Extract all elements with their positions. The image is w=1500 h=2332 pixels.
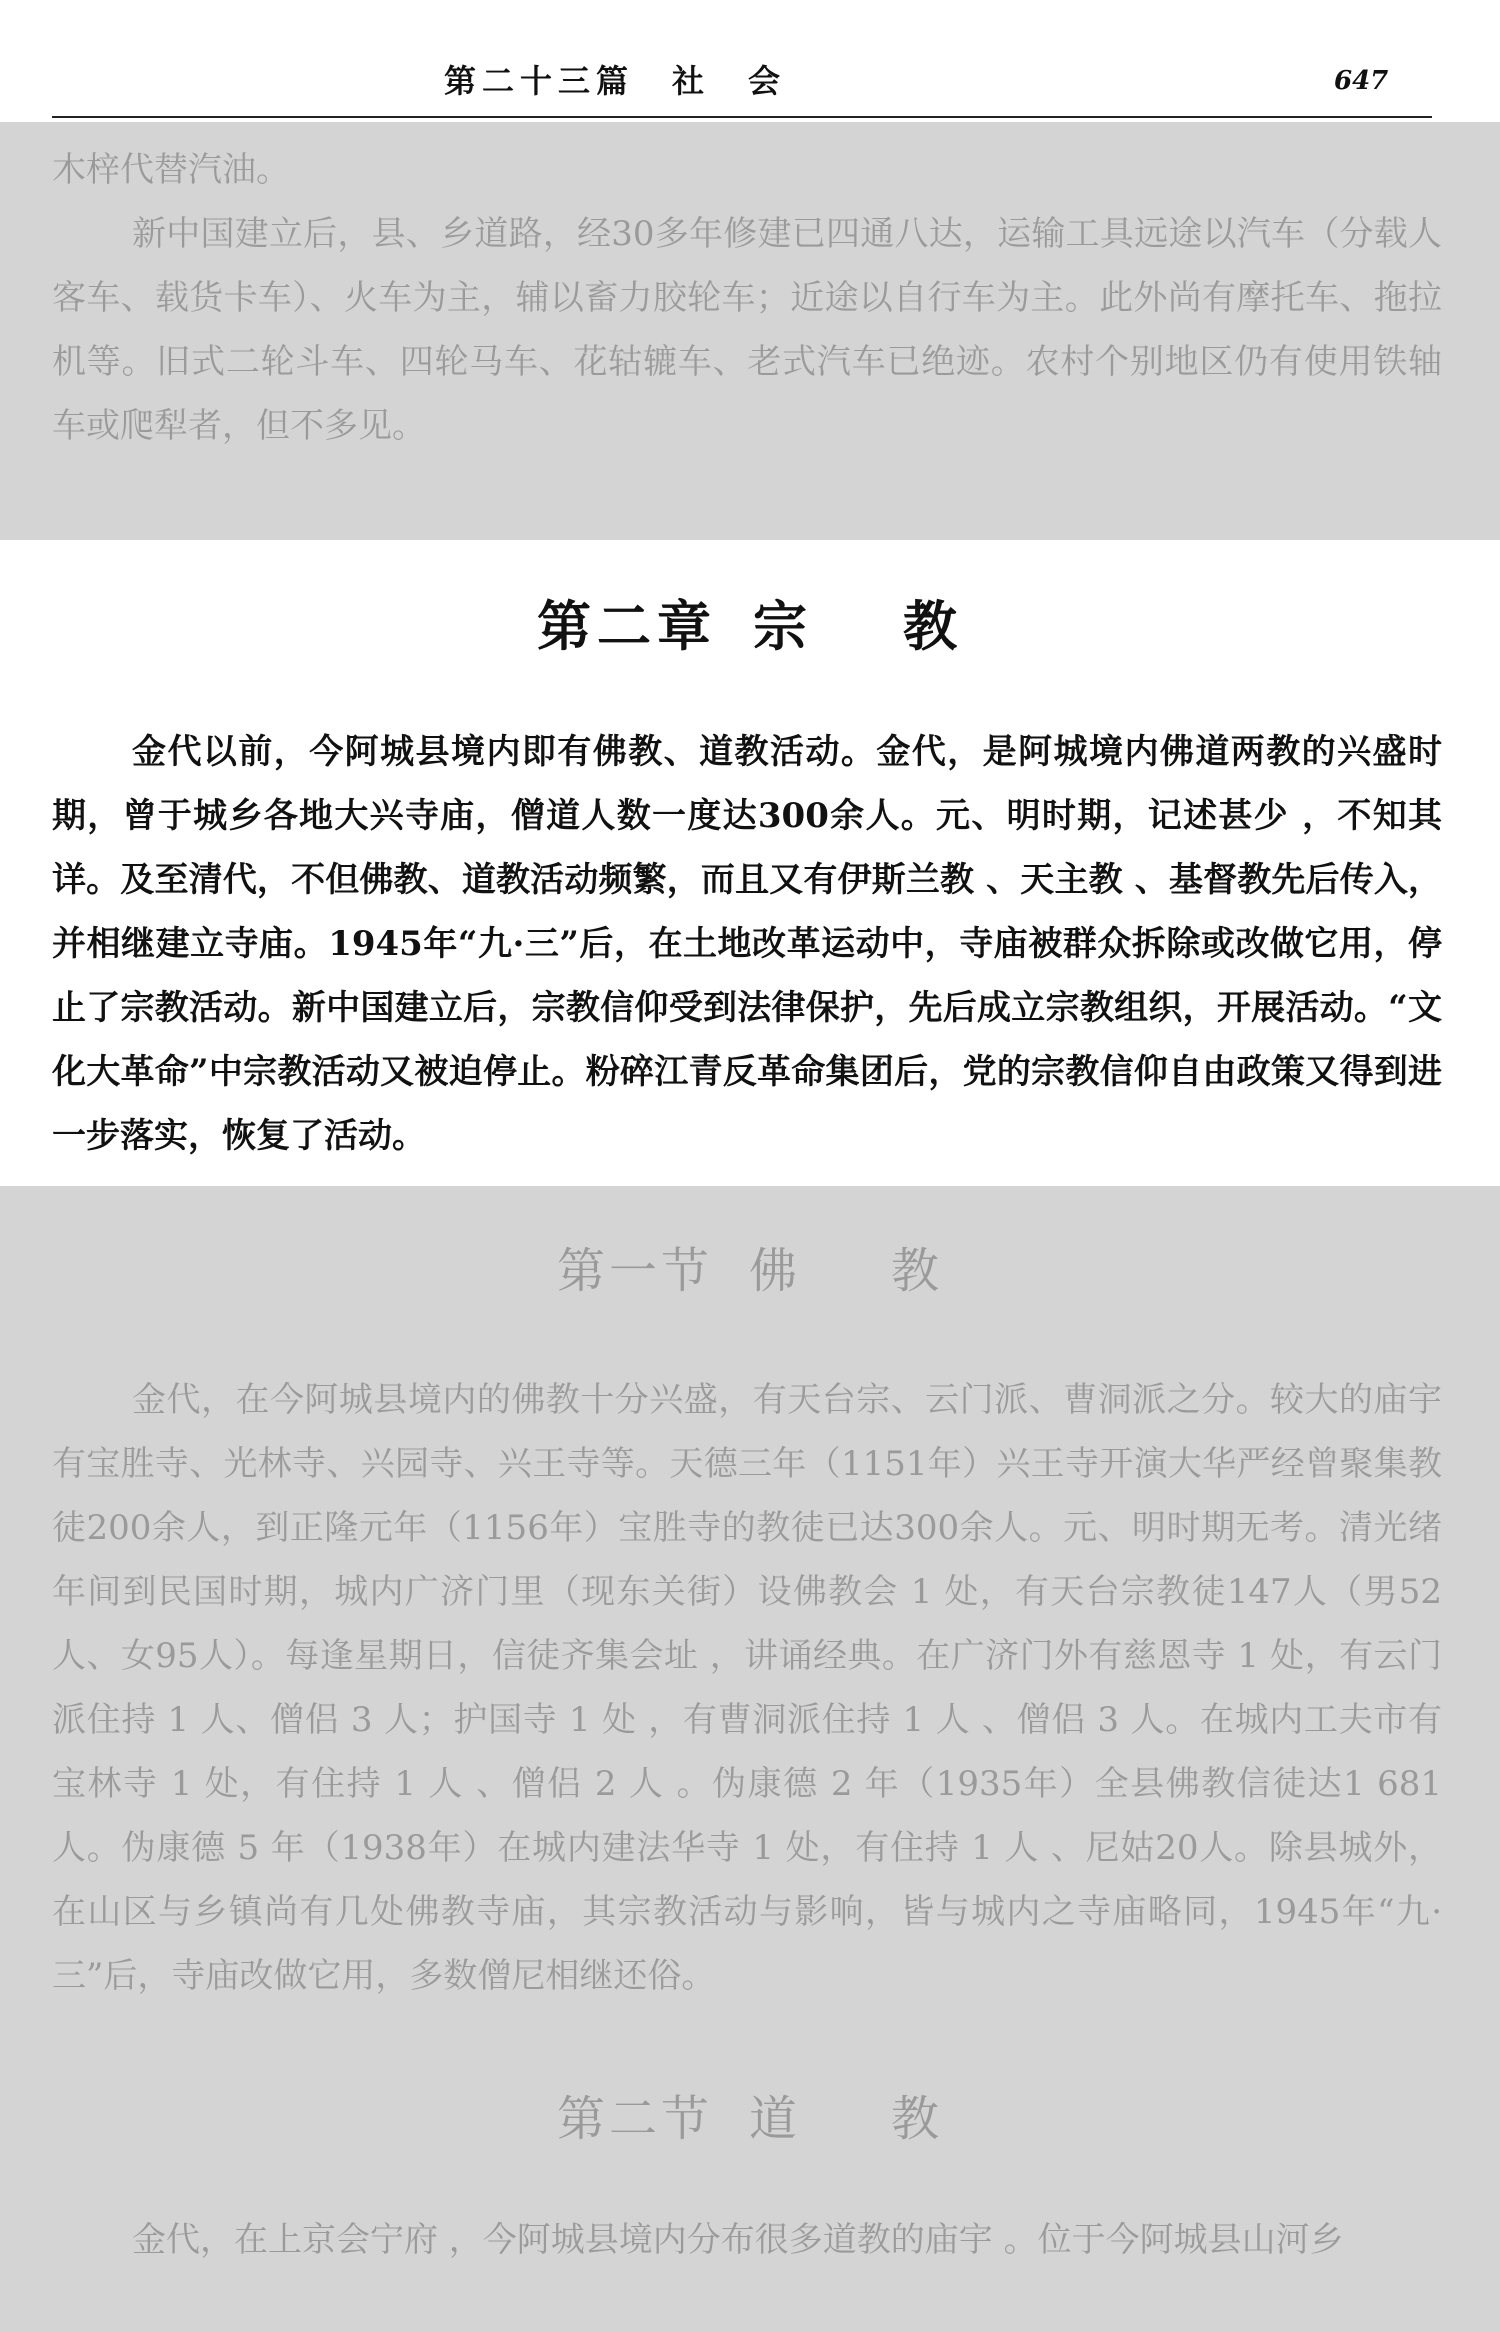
section2-title-part-1: 道 xyxy=(748,2091,801,2147)
buddhism-paragraph: 金代，在今阿城县境内的佛教十分兴盛，有天台宗、云门派、曹洞派之分。较大的庙宇有宝胜寺、光林寺、兴园寺、兴王寺等。天德三年（1151年）兴王寺开演大华严经曾聚集教徒200余人，到正隆元年（1156年）宝胜寺的教徒已达300余人。元、明时期无考。清光绪年间到民国时期，城内广济门里（现东关街）设佛教会 1 处，有天台宗教徒147人（男52人、女95人）。每逢星期日，信徒齐集会址 ，讲诵经典。在广济门外有慈恩寺 1 处，有云门派住持 1 人、僧侣 3 人；护国寺 1 处 ，有曹洞派住持 1 人 、僧侣 3 人。在城内工夫市有宝林寺 1 处，有住持 1 人 、僧侣 2 人 。伪康德 2 年（1935年）全县佛教信徒达1 681人。伪康德 5 年（1938年）在城内建法华寺 1 处，有住持 1 人 、尼姑20人。除县城外，在山区与乡镇尚有几处佛教寺庙，其宗教活动与影响，皆与城内之寺庙略同，1945年“九·三”后，寺庙改做它用，多数僧尼相继还俗。 xyxy=(52,1380,1442,1996)
chapter-title-part-2: 教 xyxy=(903,594,963,658)
chapter-title-part-1: 宗 xyxy=(753,594,813,658)
section1-title-part-2: 教 xyxy=(891,1243,944,1299)
section1-title-part-1: 佛 xyxy=(748,1243,801,1299)
page-number: 647 xyxy=(1334,66,1389,96)
taoism-paragraph: 金代，在上京会宁府 ，今阿城县境内分布很多道教的庙宇 。位于今阿城县山河乡 xyxy=(132,2220,1344,2260)
chapter-label: 第二章 xyxy=(537,594,717,658)
section1-label: 第一节 xyxy=(556,1243,713,1299)
transport-paragraph: 新中国建立后，县、乡道路，经30多年修建已四通八达，运输工具远途以汽车（分载人客车、载货卡车）、火车为主，辅以畜力胶轮车；近途以自行车为主。此外尚有摩托车、拖拉机等。旧式二轮斗车、四轮马车、花轱辘车、老式汽车已绝迹。农村个别地区仍有使用铁轴车或爬犁者，但不多见。 xyxy=(52,214,1442,446)
section2-heading xyxy=(0,2080,1500,2149)
section2-title-part-2: 教 xyxy=(891,2091,944,2147)
section1-heading xyxy=(0,1232,1500,1301)
section2-label: 第二节 xyxy=(556,2091,713,2147)
chapter-heading xyxy=(0,584,1500,661)
header-rule xyxy=(52,116,1432,118)
continuation-text: 木梓代替汽油。 xyxy=(52,150,290,190)
page-header xyxy=(0,0,1500,122)
chapter-intro-paragraph: 金代以前，今阿城县境内即有佛教、道教活动。金代，是阿城境内佛道两教的兴盛时期，曾于城乡各地大兴寺庙，僧道人数一度达300余人。元、明时期，记述甚少 ，不知其详。及至清代，不但佛教、道教活动频繁，而且又有伊斯兰教 、天主教 、基督教先后传入，并相继建立寺庙。1945年“九·三”后，在土地改革运动中，寺庙被群众拆除或改做它用，停止了宗教活动。新中国建立后，宗教信仰受到法律保护，先后成立宗教组织，开展活动。“文化大革命”中宗教活动又被迫停止。粉碎江青反革命集团后，党的宗教信仰自由政策又得到进一步落实，恢复了活动。 xyxy=(52,732,1442,1156)
running-title: 第二十三篇 社 会 xyxy=(443,62,786,100)
